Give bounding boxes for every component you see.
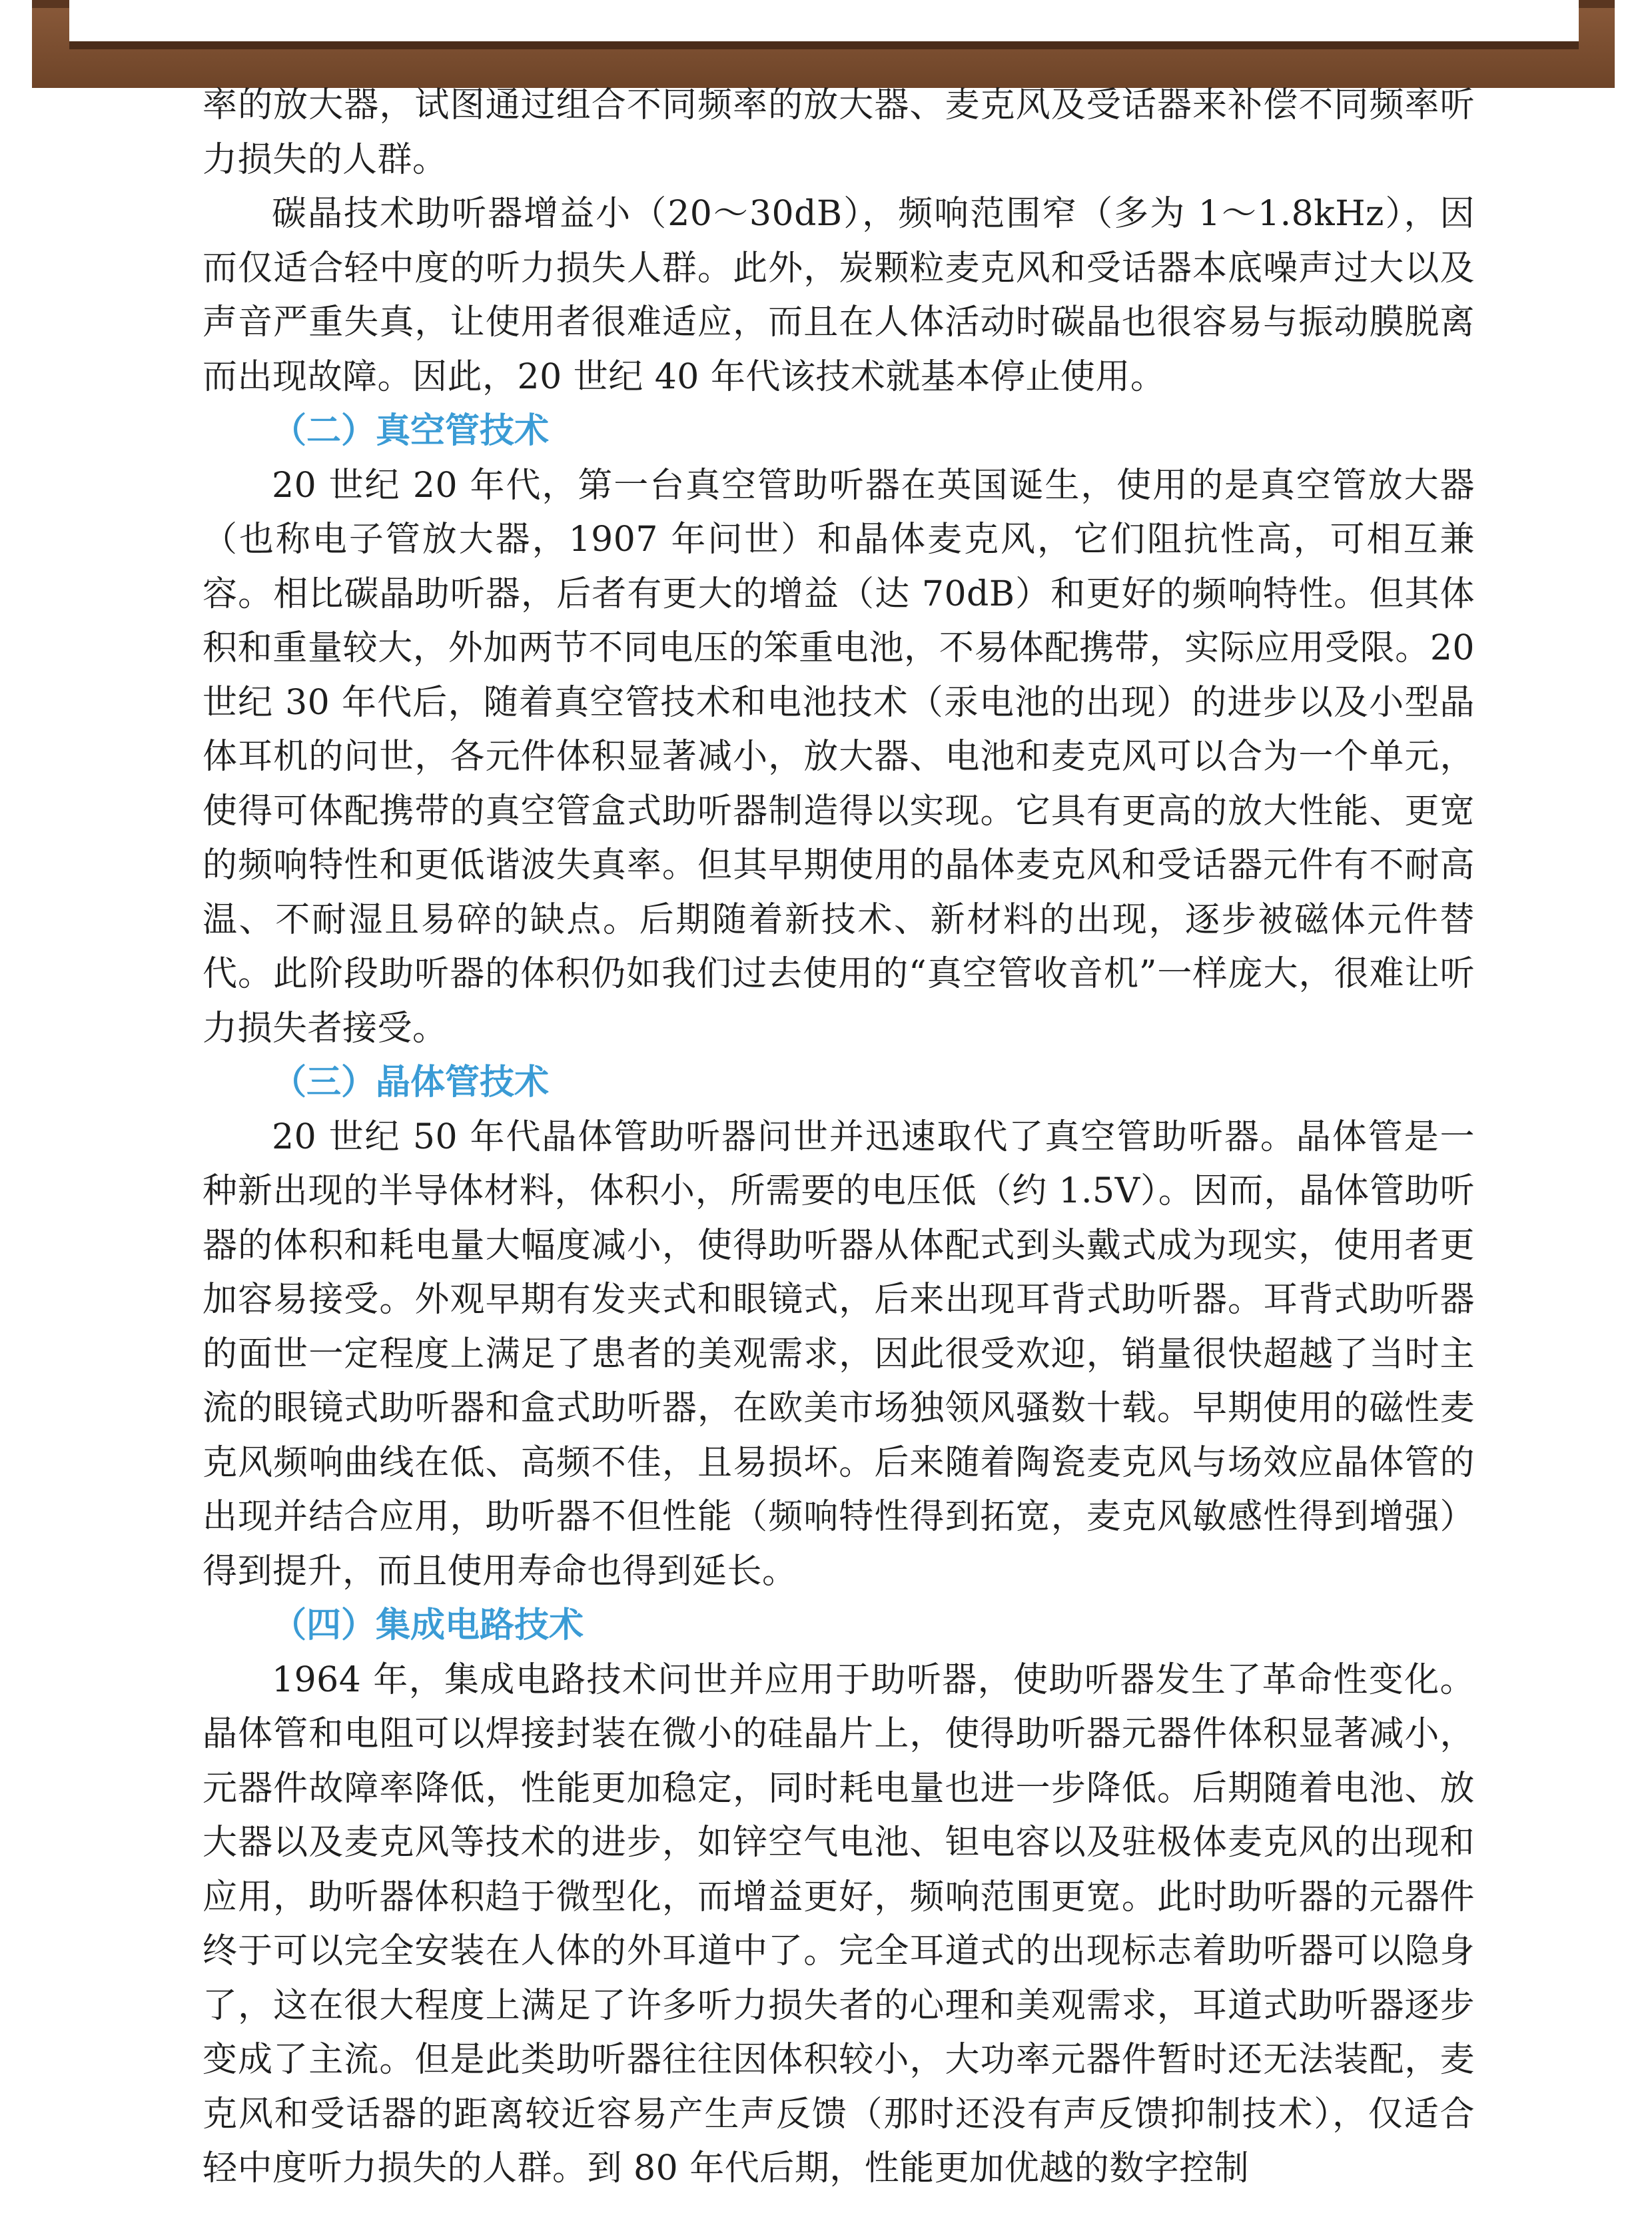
section-heading-vacuum-tube: （二）真空管技术 bbox=[272, 411, 550, 451]
top-frame-inner bbox=[69, 0, 1579, 41]
paragraph-carbon-tech: 碳晶技术助听器增益小（20～30dB），频响范围窄（多为 1～1.8kHz），因而仅适合轻中度的听力损失人群。此外，炭颗粒麦克风和受话器本底噪声过大以及声音严重失真，让使用者很难适应，而且在人体活动时碳晶也很容易与振动膜脱离而出现故障。因此，20 世纪 40 年代该技术就基本停止使用。 bbox=[203, 194, 1475, 397]
section-heading-integrated-circuit: （四）集成电路技术 bbox=[272, 1605, 584, 1645]
paragraph-continued: 率的放大器，试图通过组合不同频率的放大器、麦克风及受话器来补偿不同频率听力损失的人群。 bbox=[203, 85, 1475, 180]
paragraph-vacuum-tube: 20 世纪 20 年代，第一台真空管助听器在英国诞生，使用的是真空管放大器（也称电子管放大器，1907 年问世）和晶体麦克风，它们阻抗性高，可相互兼容。相比碳晶助听器，后者有更大的增益（达 70dB）和更好的频响特性。但其体积和重量较大，外加两节不同电压的笨重电池，不易体配携带，实际应用受限。20 世纪 30 年代后，随着真空管技术和电池技术（汞电池的出现）的进步以及小型晶体耳机的问世，各元件体积显著减小，放大器、电池和麦克风可以合为一个单元，使得可体配携带的真空管盒式助听器制造得以实现。它具有更高的放大性能、更宽的频响特性和更低谐波失真率。但其早期使用的晶体麦克风和受话器元件有不耐高温、不耐湿且易碎的缺点。后期随着新技术、新材料的出现，逐步被磁体元件替代。此阶段助听器的体积仍如我们过去使用的“真空管收音机”一样庞大，很难让听力损失者接受。 bbox=[203, 465, 1475, 1049]
paragraph-integrated-circuit: 1964 年，集成电路技术问世并应用于助听器，使助听器发生了革命性变化。晶体管和电阻可以焊接封装在微小的硅晶片上，使得助听器元器件体积显著减小，元器件故障率降低，性能更加稳定，同时耗电量也进一步降低。后期随着电池、放大器以及麦克风等技术的进步，如锌空气电池、钽电容以及驻极体麦克风的出现和应用，助听器体积趋于微型化，而增益更好，频响范围更宽。此时助听器的元器件终于可以完全安装在人体的外耳道中了。完全耳道式的出现标志着助听器可以隐身了，这在很大程度上满足了许多听力损失者的心理和美观需求，耳道式助听器逐步变成了主流。但是此类助听器往往因体积较小，大功率元器件暂时还无法装配，麦克风和受话器的距离较近容易产生声反馈（那时还没有声反馈抑制技术），仅适合轻中度听力损失的人群。到 80 年代后期，性能更加优越的数字控制 bbox=[203, 1659, 1475, 2188]
paragraph-transistor: 20 世纪 50 年代晶体管助听器问世并迅速取代了真空管助听器。晶体管是一种新出现的半导体材料，体积小，所需要的电压低（约 1.5V）。因而，晶体管助听器的体积和耗电量大幅度减小，使得助听器从体配式到头戴式成为现实，使用者更加容易接受。外观早期有发夹式和眼镜式，后来出现耳背式助听器。耳背式助听器的面世一定程度上满足了患者的美观需求，因此很受欢迎，销量很快超越了当时主流的眼镜式助听器和盒式助听器，在欧美市场独领风骚数十载。早期使用的磁性麦克风频响曲线在低、高频不佳，且易损坏。后来随着陶瓷麦克风与场效应晶体管的出现并结合应用，助听器不但性能（频响特性得到拓宽，麦克风敏感性得到增强）得到提升，而且使用寿命也得到延长。 bbox=[203, 1116, 1475, 1591]
section-heading-transistor: （三）晶体管技术 bbox=[272, 1063, 550, 1103]
page-body bbox=[203, 79, 1475, 2196]
top-frame-lip bbox=[69, 41, 1579, 49]
